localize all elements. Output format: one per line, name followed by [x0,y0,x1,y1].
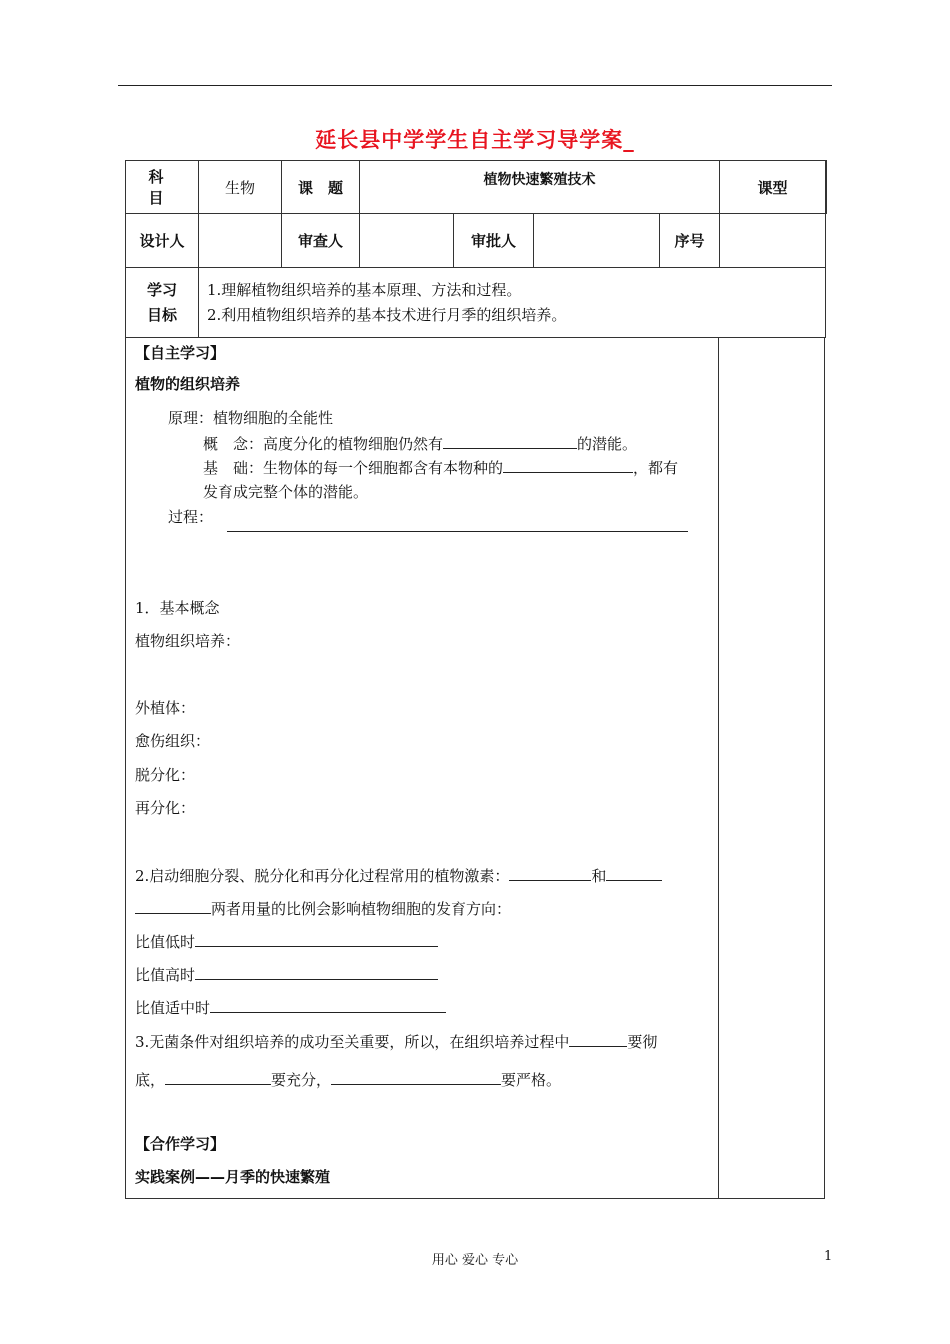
hormone-blank-2[interactable] [606,865,662,881]
concept-item: 脱分化： [135,766,196,784]
concept-blank[interactable] [443,433,577,449]
page-number: 1 [824,1249,833,1264]
hormone-blank-2-cont[interactable] [135,898,211,914]
sterile-question-cont: 底， 要充分， 要严格。 [135,1071,562,1089]
notes-column [718,337,719,1198]
reviewer-label: 审查人 [282,214,360,268]
serial-label: 序号 [660,214,720,268]
serial-value [720,214,826,268]
ratio-low-line: 比值低时 [135,931,438,952]
sterile-blank-1[interactable] [569,1031,627,1047]
goal-item: 1.理解植物组织培养的基本原理、方法和过程。 [207,281,522,299]
header-table [125,160,827,338]
topic-value: 植物快速繁殖技术 [360,161,720,214]
self-study-heading: 【自主学习】 [135,344,226,362]
principle-line: 原理：植物细胞的全能性 [168,409,334,427]
ratio-mid-blank[interactable] [210,997,446,1013]
sterile-blank-3[interactable] [331,1069,501,1085]
type-label: 课型 [720,161,826,214]
top-rule [118,85,832,86]
designer-label: 设计人 [126,214,199,268]
concept-item: 植物组织培养： [135,632,241,650]
process-blank[interactable] [227,531,688,532]
concept-item: 愈伤组织： [135,732,211,750]
self-study-subtitle: 植物的组织培养 [135,375,241,393]
basic-concepts-heading: 1．基本概念 [135,599,220,617]
type-value [826,161,827,214]
basis-line: 基 础：生物体的每一个细胞都含有本物种的 ，都有 [203,459,679,477]
concept-item: 再分化： [135,799,196,817]
hormone-blank-1[interactable] [509,865,591,881]
process-label: 过程： [168,508,214,526]
concept-line: 概 念：高度分化的植物细胞仍然有 的潜能。 [203,435,638,453]
hormone-question: 2.启动细胞分裂、脱分化和再分化过程常用的植物激素： 和 [135,865,662,886]
designer-value [199,214,282,268]
reviewer-value [360,214,454,268]
ratio-mid-line: 比值适中时 [135,997,446,1018]
ratio-high-blank[interactable] [195,964,438,980]
basis-blank[interactable] [503,457,633,473]
footer-motto: 用心 爱心 专心 [431,1253,519,1268]
document-title: 延长县中学学生自主学习导学案_ [315,128,635,152]
basis-continuation: 发育成完整个体的潜能。 [203,483,369,501]
topic-label: 课 题 [282,161,360,214]
goals-content [199,268,826,338]
hormone-question-cont: 两者用量的比例会影响植物细胞的发育方向： [135,898,511,919]
goals-label: 学习 目标 [126,268,199,338]
ratio-low-blank[interactable] [195,931,438,947]
sterile-blank-2[interactable] [165,1069,271,1085]
concept-item: 外植体： [135,699,196,717]
subject-value: 生物 [199,161,282,214]
sterile-question: 3.无菌条件对组织培养的成功至关重要，所以，在组织培养过程中 要彻 [135,1033,658,1051]
approver-label: 审批人 [454,214,534,268]
subject-label: 科 目 [126,161,199,214]
goal-item: 2.利用植物组织培养的基本技术进行月季的组织培养。 [207,306,567,324]
coop-study-heading: 【合作学习】 [135,1135,226,1153]
ratio-high-line: 比值高时 [135,964,438,985]
approver-value [534,214,660,268]
coop-study-subtitle: 实践案例——月季的快速繁殖 [135,1168,331,1186]
